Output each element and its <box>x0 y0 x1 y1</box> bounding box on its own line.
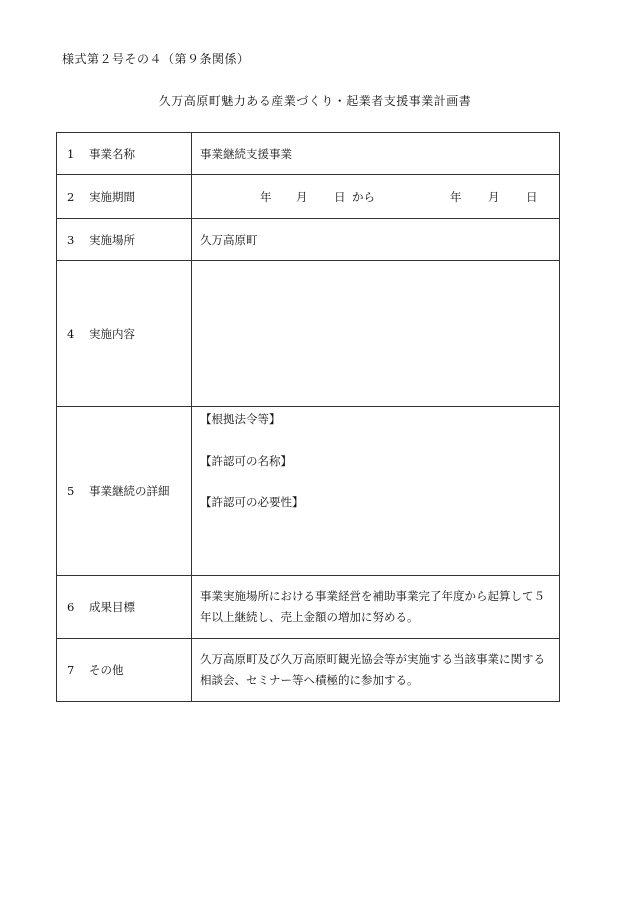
period-day-1: 日 <box>334 190 346 204</box>
table-row-content <box>57 261 560 407</box>
plan-table <box>56 132 560 702</box>
document-title: 久万高原町魅力ある産業づくり・起業者支援事業計画書 <box>158 94 472 108</box>
period-year-2: 年 <box>450 190 462 204</box>
row-number: 4 <box>67 326 75 341</box>
permit-necessity-heading: 【許認可の必要性】 <box>200 495 304 509</box>
table-row-other <box>57 639 560 702</box>
period-month-1: 月 <box>296 190 308 204</box>
row-label-text: 実施場所 <box>89 232 135 247</box>
continuation-detail-value <box>192 407 560 576</box>
period-year-1: 年 <box>260 190 272 204</box>
content-value <box>192 261 560 407</box>
goal-value: 事業実施場所における事業経営を補助事業完了年度から起算して５年以上継続し、売上金額の増加に努める。 <box>192 576 560 639</box>
row-number: 7 <box>67 663 75 677</box>
row-label <box>57 133 192 175</box>
permit-name-heading: 【許認可の名称】 <box>200 454 292 468</box>
row-label-text: 実施期間 <box>89 189 135 204</box>
row-label <box>57 407 192 576</box>
row-label-text: その他 <box>89 663 124 677</box>
other-value: 久万高原町及び久万高原町観光協会等が実施する当該事業に関する相談会、セミナー等へ積極的に参加する。 <box>192 639 560 702</box>
row-label-text: 事業継続の詳細 <box>89 484 170 498</box>
table-row-project-name <box>57 133 560 175</box>
project-name-value: 事業継続支援事業 <box>192 133 560 175</box>
row-number: 6 <box>67 600 75 614</box>
row-number: 3 <box>67 232 75 247</box>
table-row-goal <box>57 576 560 639</box>
row-label <box>57 261 192 407</box>
table-row-period <box>57 175 560 219</box>
row-label-text: 事業名称 <box>89 146 135 161</box>
row-label-text: 実施内容 <box>89 326 135 341</box>
row-label-text: 成果目標 <box>89 600 135 614</box>
row-label <box>57 576 192 639</box>
row-label <box>57 175 192 219</box>
period-from: から <box>352 190 375 204</box>
row-label <box>57 219 192 261</box>
table-row-continuation-detail <box>57 407 560 576</box>
legal-basis-heading: 【根拠法令等】 <box>200 412 281 426</box>
row-number: 2 <box>67 189 75 204</box>
row-label <box>57 639 192 702</box>
period-value <box>192 175 560 219</box>
location-value: 久万高原町 <box>192 219 560 261</box>
form-number: 様式第２号その４（第９条関係） <box>62 52 250 66</box>
row-number: 5 <box>67 484 75 498</box>
table-row-location <box>57 219 560 261</box>
period-day-2: 日 <box>526 190 538 204</box>
row-number: 1 <box>67 146 75 161</box>
period-month-2: 月 <box>488 190 500 204</box>
